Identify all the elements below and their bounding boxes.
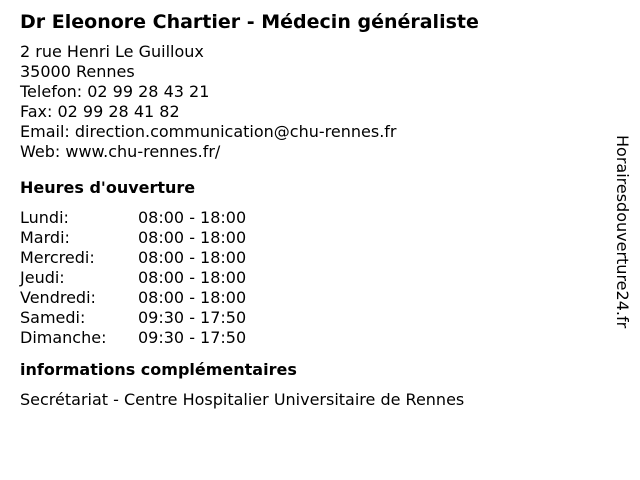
day-label: Mercredi:: [20, 248, 95, 267]
practice-card: [20, 10, 590, 410]
day-label: Vendredi:: [20, 288, 96, 307]
hours-row-tuesday: [20, 228, 590, 248]
day-hours: 08:00 - 18:00: [138, 268, 247, 287]
day-label: Samedi:: [20, 308, 86, 327]
day-hours: 08:00 - 18:00: [138, 288, 247, 307]
opening-hours-table: [20, 208, 590, 348]
hours-row-saturday: [20, 308, 590, 328]
address-city: 35000 Rennes: [20, 62, 135, 81]
contact-block: [20, 42, 590, 162]
day-hours: 09:30 - 17:50: [138, 328, 247, 347]
brand-watermark: Horairesdouverture24.fr: [613, 135, 632, 329]
day-label: Lundi:: [20, 208, 69, 227]
day-label: Dimanche:: [20, 328, 107, 347]
hours-row-monday: [20, 208, 590, 228]
day-label: Mardi:: [20, 228, 70, 247]
day-hours: 09:30 - 17:50: [138, 308, 247, 327]
day-label: Jeudi:: [20, 268, 65, 287]
page-title: Dr Eleonore Chartier - Médecin généraliste: [20, 11, 479, 33]
day-hours: 08:00 - 18:00: [138, 248, 247, 267]
hours-row-wednesday: [20, 248, 590, 268]
additional-info-heading: informations complémentaires: [20, 360, 297, 379]
email-address: Email: direction.communication@chu-rennes.fr: [20, 122, 397, 141]
hours-row-thursday: [20, 268, 590, 288]
day-hours: 08:00 - 18:00: [138, 208, 247, 227]
opening-hours-heading: Heures d'ouverture: [20, 178, 196, 197]
fax-number: Fax: 02 99 28 41 82: [20, 102, 180, 121]
hours-row-friday: [20, 288, 590, 308]
website-address: Web: www.chu-rennes.fr/: [20, 142, 221, 161]
phone-number: Telefon: 02 99 28 43 21: [20, 82, 210, 101]
hours-row-sunday: [20, 328, 590, 348]
address-street: 2 rue Henri Le Guilloux: [20, 42, 204, 61]
additional-info-text: Secrétariat - Centre Hospitalier Universitaire de Rennes: [20, 390, 465, 409]
day-hours: 08:00 - 18:00: [138, 228, 247, 247]
